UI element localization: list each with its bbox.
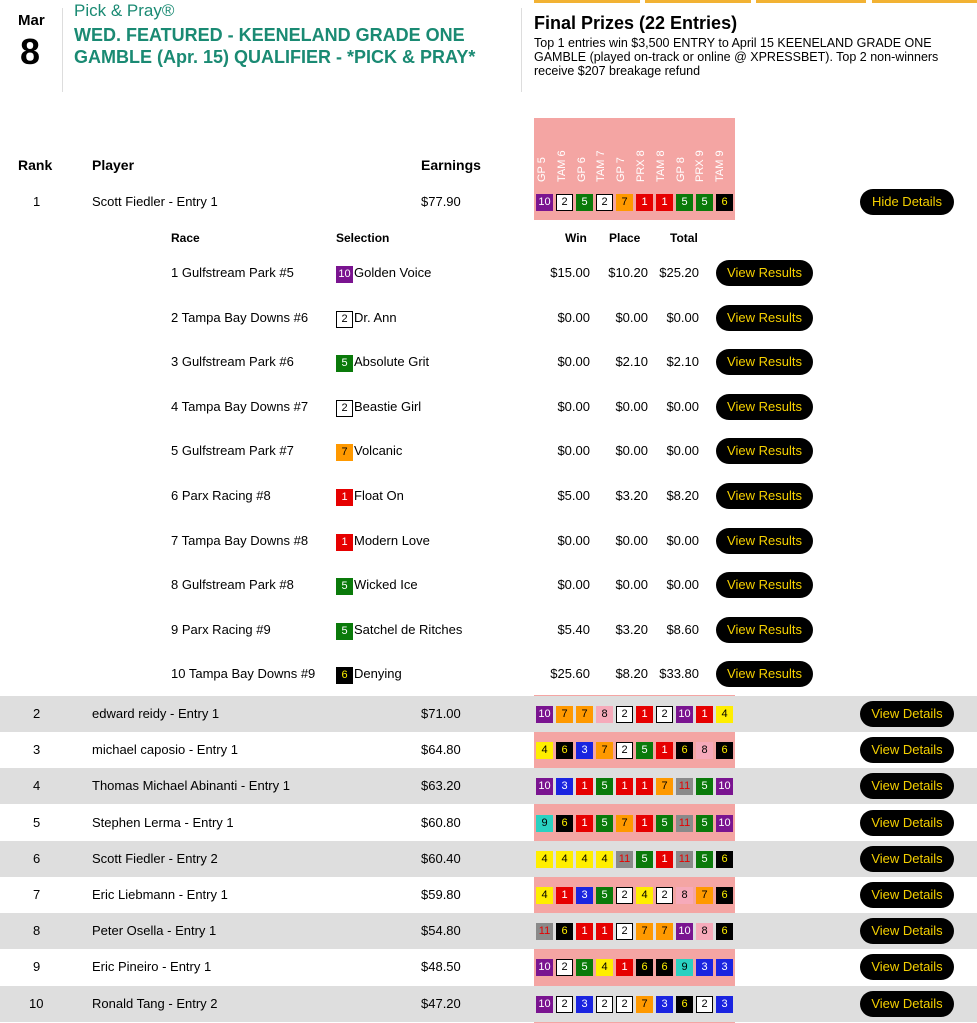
pick-chip: 2 bbox=[616, 996, 633, 1013]
pick-chip: 10 bbox=[536, 959, 553, 976]
pick-chip: 10 bbox=[716, 778, 733, 795]
detail-row bbox=[0, 429, 977, 474]
earnings-cell: $63.20 bbox=[421, 778, 461, 794]
pick-chip: 6 bbox=[556, 815, 573, 832]
race-label: PRX 8 bbox=[635, 150, 647, 182]
detail-race: 3 Gulfstream Park #6 bbox=[171, 354, 294, 370]
rank-cell: 6 bbox=[33, 850, 41, 866]
col-player: Player bbox=[92, 157, 135, 173]
detail-place: $0.00 bbox=[615, 443, 648, 459]
table-row bbox=[0, 913, 977, 949]
earnings-cell: $48.50 bbox=[421, 959, 461, 975]
pick-chip: 11 bbox=[676, 778, 693, 795]
pick-chip: 2 bbox=[596, 194, 613, 211]
detail-horse: Satchel de Ritches bbox=[354, 621, 463, 637]
detail-race: 4 Tampa Bay Downs #7 bbox=[171, 398, 309, 414]
pick-chip: 9 bbox=[536, 815, 553, 832]
detail-win: $15.00 bbox=[550, 265, 590, 280]
pick-chip: 2 bbox=[616, 742, 633, 759]
pick-chip: 1 bbox=[636, 706, 653, 723]
pick-chip: 10 bbox=[536, 996, 553, 1013]
detail-place: $10.20 bbox=[608, 265, 648, 280]
detail-horse: Modern Love bbox=[354, 532, 430, 548]
pick-chip: 5 bbox=[656, 815, 673, 832]
table-row bbox=[0, 732, 977, 768]
selection-chip: 1 bbox=[336, 534, 353, 551]
pick-chip: 6 bbox=[556, 742, 573, 759]
rank-cell: 4 bbox=[33, 778, 41, 794]
col-rank: Rank bbox=[18, 157, 53, 173]
pick-chip: 11 bbox=[536, 923, 553, 940]
pick-chip: 8 bbox=[596, 706, 613, 723]
detail-win: $5.00 bbox=[557, 488, 590, 503]
detail-place: $0.00 bbox=[615, 309, 648, 325]
table-row bbox=[0, 184, 977, 220]
selection-chip: 7 bbox=[336, 444, 353, 461]
prizes-text: Top 1 entries win $3,500 ENTRY to April 15 KEENELAND GRADE ONE GAMBLE (played on-track or online @ XPRESSBET). Top 2 non-winners receive $207 breakage refund bbox=[534, 36, 939, 78]
pick-chip: 7 bbox=[556, 706, 573, 723]
detail-total: $8.20 bbox=[666, 488, 699, 503]
pick-chip: 1 bbox=[616, 778, 633, 795]
pick-chip: 10 bbox=[536, 194, 553, 211]
pick-chip: 6 bbox=[716, 887, 733, 904]
pick-chip: 5 bbox=[576, 194, 593, 211]
detail-horse: Beastie Girl bbox=[354, 398, 422, 414]
picks-chips bbox=[536, 851, 733, 868]
view-details-button[interactable]: View Details bbox=[860, 846, 954, 872]
rank-cell: 9 bbox=[33, 959, 41, 975]
picks-chips bbox=[536, 742, 733, 759]
pick-chip: 3 bbox=[696, 959, 713, 976]
view-details-button[interactable]: View Details bbox=[860, 954, 954, 980]
detail-row bbox=[0, 340, 977, 385]
pick-chip: 2 bbox=[616, 923, 633, 940]
detail-race: 6 Parx Racing #8 bbox=[171, 488, 271, 503]
pick-chip: 10 bbox=[676, 706, 693, 723]
detail-place: $3.20 bbox=[615, 488, 648, 503]
detail-row bbox=[0, 652, 977, 697]
picks-chips bbox=[536, 778, 733, 795]
detail-row bbox=[0, 385, 977, 430]
race-label: GP 7 bbox=[615, 157, 628, 182]
pick-chip: 1 bbox=[576, 815, 593, 832]
detail-total: $0.00 bbox=[666, 532, 699, 548]
detail-win: $25.60 bbox=[550, 666, 590, 682]
header-divider-2 bbox=[521, 8, 522, 92]
detail-place: $0.00 bbox=[615, 398, 648, 414]
detail-place: $0.00 bbox=[615, 532, 648, 548]
race-label: TAM 6 bbox=[555, 150, 568, 182]
selection-chip: 1 bbox=[336, 489, 353, 506]
pick-chip: 11 bbox=[616, 851, 633, 868]
view-results-button[interactable]: View Results bbox=[716, 483, 813, 509]
pick-chip: 2 bbox=[556, 996, 573, 1013]
race-label: TAM 8 bbox=[654, 150, 667, 182]
detail-row bbox=[0, 296, 977, 341]
picks-chips bbox=[536, 194, 733, 211]
pick-chip: 5 bbox=[696, 194, 713, 211]
view-results-button[interactable]: View Results bbox=[716, 572, 813, 598]
pick-chip: 5 bbox=[596, 887, 613, 904]
detail-row bbox=[0, 474, 977, 519]
pick-chip: 3 bbox=[576, 742, 593, 759]
detail-place: $3.20 bbox=[615, 621, 648, 637]
rank-cell: 3 bbox=[33, 742, 41, 758]
pick-chip: 6 bbox=[716, 194, 733, 211]
earnings-cell: $64.80 bbox=[421, 742, 461, 758]
pick-chip: 1 bbox=[656, 851, 673, 868]
picks-chips bbox=[536, 815, 733, 832]
pick-chip: 6 bbox=[716, 742, 733, 759]
pick-chip: 8 bbox=[696, 742, 713, 759]
selection-chip: 5 bbox=[336, 578, 353, 595]
earnings-cell: $60.40 bbox=[421, 850, 461, 866]
tab-strip-2[interactable] bbox=[645, 0, 751, 3]
detail-place: $2.10 bbox=[615, 354, 648, 370]
player-cell[interactable]: Eric Pineiro - Entry 1 bbox=[92, 959, 212, 975]
pick-chip: 1 bbox=[636, 194, 653, 211]
pick-chip: 6 bbox=[716, 923, 733, 940]
player-cell[interactable]: Scott Fiedler - Entry 1 bbox=[92, 194, 218, 209]
pick-chip: 7 bbox=[636, 923, 653, 940]
race-label: TAM 9 bbox=[714, 150, 727, 182]
player-cell[interactable]: michael caposio - Entry 1 bbox=[92, 742, 238, 758]
earnings-cell: $47.20 bbox=[421, 995, 461, 1011]
detail-race: 7 Tampa Bay Downs #8 bbox=[171, 532, 309, 548]
detail-col-place: Place bbox=[609, 231, 641, 245]
pick-chip: 6 bbox=[676, 742, 693, 759]
detail-row bbox=[0, 608, 977, 653]
col-earnings: Earnings bbox=[421, 157, 481, 173]
pick-chip: 10 bbox=[716, 815, 733, 832]
earnings-cell: $71.00 bbox=[421, 706, 461, 721]
detail-col-win: Win bbox=[565, 231, 587, 245]
view-results-button[interactable]: View Results bbox=[716, 617, 813, 643]
player-cell[interactable]: Scott Fiedler - Entry 2 bbox=[92, 850, 218, 866]
pick-chip: 3 bbox=[576, 887, 593, 904]
selection-chip: 2 bbox=[336, 400, 353, 417]
date-day: 8 bbox=[20, 31, 41, 72]
detail-row bbox=[0, 519, 977, 564]
pick-chip: 1 bbox=[556, 887, 573, 904]
detail-place: $8.20 bbox=[615, 666, 648, 682]
detail-win: $0.00 bbox=[557, 398, 590, 414]
tab-strip-4[interactable] bbox=[872, 0, 977, 3]
pick-chip: 6 bbox=[716, 851, 733, 868]
picks-chips bbox=[536, 959, 733, 976]
detail-win: $0.00 bbox=[557, 354, 590, 370]
pick-chip: 7 bbox=[656, 923, 673, 940]
pick-chip: 4 bbox=[536, 887, 553, 904]
pick-chip: 8 bbox=[696, 923, 713, 940]
earnings-cell: $59.80 bbox=[421, 887, 461, 902]
table-row bbox=[0, 768, 977, 804]
view-details-button[interactable]: View Details bbox=[860, 701, 954, 727]
pick-chip: 7 bbox=[576, 706, 593, 723]
detail-total: $0.00 bbox=[666, 398, 699, 414]
view-results-button[interactable]: View Results bbox=[716, 661, 813, 687]
pick-chip: 1 bbox=[576, 778, 593, 795]
detail-total: $33.80 bbox=[659, 666, 699, 682]
pick-chip: 7 bbox=[696, 887, 713, 904]
tab-strip-1[interactable] bbox=[534, 0, 640, 3]
pick-chip: 6 bbox=[656, 959, 673, 976]
rank-cell: 1 bbox=[33, 194, 41, 209]
detail-horse: Golden Voice bbox=[354, 265, 432, 280]
detail-total: $0.00 bbox=[666, 577, 699, 593]
pick-chip: 5 bbox=[636, 742, 653, 759]
pick-chip: 10 bbox=[676, 923, 693, 940]
pick-chip: 1 bbox=[636, 815, 653, 832]
detail-horse: Dr. Ann bbox=[354, 309, 397, 325]
view-results-button[interactable]: View Results bbox=[716, 305, 813, 331]
pick-chip: 10 bbox=[536, 778, 553, 795]
pick-chip: 1 bbox=[656, 742, 673, 759]
pick-chip: 5 bbox=[696, 851, 713, 868]
race-label: GP 5 bbox=[536, 157, 548, 182]
pick-chip: 4 bbox=[596, 851, 613, 868]
table-row bbox=[0, 986, 977, 1022]
player-cell[interactable]: Thomas Michael Abinanti - Entry 1 bbox=[92, 778, 290, 794]
pick-chip: 3 bbox=[556, 778, 573, 795]
rank-cell: 2 bbox=[33, 706, 41, 721]
pick-chip: 2 bbox=[596, 996, 613, 1013]
pick-chip: 1 bbox=[696, 706, 713, 723]
detail-total: $0.00 bbox=[666, 443, 699, 459]
view-results-button[interactable]: View Results bbox=[716, 394, 813, 420]
detail-race: 8 Gulfstream Park #8 bbox=[171, 577, 294, 593]
race-label: GP 8 bbox=[674, 157, 687, 182]
contest-subtitle: Pick & Pray® bbox=[74, 1, 175, 20]
detail-win: $5.40 bbox=[557, 621, 590, 637]
view-details-button[interactable]: View Details bbox=[860, 918, 954, 944]
pick-chip: 3 bbox=[656, 996, 673, 1013]
picks-chips bbox=[536, 887, 733, 904]
pick-chip: 6 bbox=[636, 959, 653, 976]
pick-chip: 2 bbox=[556, 959, 573, 976]
pick-chip: 3 bbox=[576, 996, 593, 1013]
pick-chip: 3 bbox=[716, 959, 733, 976]
pick-chip: 7 bbox=[656, 778, 673, 795]
detail-race: 2 Tampa Bay Downs #6 bbox=[171, 309, 309, 325]
race-label: PRX 9 bbox=[694, 150, 707, 182]
detail-horse: Float On bbox=[354, 488, 404, 503]
detail-total: $0.00 bbox=[666, 309, 699, 325]
rank-cell: 10 bbox=[29, 995, 44, 1011]
player-cell[interactable]: Peter Osella - Entry 1 bbox=[92, 923, 217, 939]
view-details-button[interactable]: View Details bbox=[860, 737, 954, 763]
detail-win: $0.00 bbox=[557, 443, 590, 459]
date-month: Mar bbox=[18, 12, 45, 29]
pick-chip: 5 bbox=[676, 194, 693, 211]
pick-chip: 4 bbox=[636, 887, 653, 904]
table-row bbox=[0, 696, 977, 732]
player-cell[interactable]: Stephen Lerma - Entry 1 bbox=[92, 814, 234, 830]
pick-chip: 4 bbox=[536, 851, 553, 868]
detail-col-total: Total bbox=[670, 231, 698, 245]
player-cell[interactable]: Ronald Tang - Entry 2 bbox=[92, 995, 218, 1011]
pick-chip: 4 bbox=[536, 742, 553, 759]
pick-chip: 5 bbox=[576, 959, 593, 976]
table-row bbox=[0, 877, 977, 913]
earnings-cell: $60.80 bbox=[421, 814, 461, 830]
header-divider bbox=[62, 8, 63, 92]
detail-place: $0.00 bbox=[615, 577, 648, 593]
pick-chip: 7 bbox=[616, 194, 633, 211]
view-results-button[interactable]: View Results bbox=[716, 349, 813, 375]
pick-chip: 10 bbox=[536, 706, 553, 723]
detail-row bbox=[0, 563, 977, 608]
detail-win: $0.00 bbox=[557, 309, 590, 325]
detail-win: $0.00 bbox=[557, 577, 590, 593]
hide-details-button[interactable]: Hide Details bbox=[860, 189, 954, 215]
pick-chip: 2 bbox=[696, 996, 713, 1013]
view-details-button[interactable]: View Details bbox=[860, 810, 954, 836]
prizes-title: Final Prizes (22 Entries) bbox=[534, 13, 738, 33]
detail-race: 10 Tampa Bay Downs #9 bbox=[171, 666, 316, 682]
pick-chip: 5 bbox=[636, 851, 653, 868]
pick-chip: 3 bbox=[716, 996, 733, 1013]
table-row bbox=[0, 841, 977, 877]
player-cell[interactable]: Eric Liebmann - Entry 1 bbox=[92, 887, 228, 902]
pick-chip: 5 bbox=[696, 778, 713, 795]
detail-race: 9 Parx Racing #9 bbox=[171, 621, 271, 637]
pick-chip: 1 bbox=[656, 194, 673, 211]
pick-chip: 2 bbox=[616, 887, 633, 904]
detail-horse: Wicked Ice bbox=[354, 577, 418, 593]
detail-total: $2.10 bbox=[666, 354, 699, 370]
pick-chip: 5 bbox=[596, 815, 613, 832]
table-row bbox=[0, 949, 977, 985]
selection-chip: 2 bbox=[336, 311, 353, 328]
view-details-button[interactable]: View Details bbox=[860, 773, 954, 799]
detail-col-selection: Selection bbox=[336, 231, 390, 245]
detail-row bbox=[0, 251, 977, 296]
pick-chip: 2 bbox=[656, 706, 673, 723]
player-cell[interactable]: edward reidy - Entry 1 bbox=[92, 706, 220, 721]
pick-chip: 11 bbox=[676, 815, 693, 832]
race-column-headers bbox=[534, 118, 735, 188]
earnings-cell: $54.80 bbox=[421, 923, 461, 939]
pick-chip: 6 bbox=[556, 923, 573, 940]
rank-cell: 5 bbox=[33, 814, 41, 830]
view-details-button[interactable]: View Details bbox=[860, 991, 954, 1017]
view-results-button[interactable]: View Results bbox=[716, 438, 813, 464]
earnings-cell: $77.90 bbox=[421, 194, 461, 209]
pick-chip: 1 bbox=[636, 778, 653, 795]
view-results-button[interactable]: View Results bbox=[716, 260, 813, 286]
pick-chip: 7 bbox=[596, 742, 613, 759]
rank-cell: 7 bbox=[33, 887, 41, 902]
pick-chip: 4 bbox=[716, 706, 733, 723]
pick-chip: 7 bbox=[636, 996, 653, 1013]
detail-horse: Volcanic bbox=[354, 443, 403, 459]
detail-race: 1 Gulfstream Park #5 bbox=[171, 265, 294, 280]
pick-chip: 2 bbox=[616, 706, 633, 723]
detail-total: $8.60 bbox=[666, 621, 699, 637]
pick-chip: 5 bbox=[596, 778, 613, 795]
pick-chip: 9 bbox=[676, 959, 693, 976]
contest-title: WED. FEATURED - KEENELAND GRADE ONE GAMBLE (Apr. 15) QUALIFIER - *PICK & PRAY* bbox=[74, 25, 476, 67]
rank-cell: 8 bbox=[33, 923, 41, 939]
pick-chip: 2 bbox=[656, 887, 673, 904]
detail-race: 5 Gulfstream Park #7 bbox=[171, 443, 294, 459]
detail-horse: Absolute Grit bbox=[354, 354, 430, 370]
detail-horse: Denying bbox=[354, 666, 402, 682]
selection-chip: 5 bbox=[336, 623, 353, 640]
race-label: TAM 7 bbox=[595, 150, 608, 182]
detail-win: $0.00 bbox=[557, 532, 590, 548]
pick-chip: 4 bbox=[576, 851, 593, 868]
pick-chip: 2 bbox=[556, 194, 573, 211]
pick-chip: 6 bbox=[676, 996, 693, 1013]
table-row bbox=[0, 805, 977, 841]
pick-chip: 1 bbox=[576, 923, 593, 940]
pick-chip: 7 bbox=[616, 815, 633, 832]
detail-col-race: Race bbox=[171, 231, 200, 245]
pick-chip: 11 bbox=[676, 851, 693, 868]
pick-chip: 8 bbox=[676, 887, 693, 904]
picks-chips bbox=[536, 923, 733, 940]
pick-chip: 4 bbox=[596, 959, 613, 976]
pick-chip: 4 bbox=[556, 851, 573, 868]
picks-chips bbox=[536, 706, 733, 723]
pick-chip: 1 bbox=[596, 923, 613, 940]
picks-chips bbox=[536, 996, 733, 1013]
selection-chip: 6 bbox=[336, 667, 353, 684]
view-details-button[interactable]: View Details bbox=[860, 882, 954, 908]
pick-chip: 5 bbox=[696, 815, 713, 832]
selection-chip: 10 bbox=[336, 266, 353, 283]
pick-chip: 1 bbox=[616, 959, 633, 976]
view-results-button[interactable]: View Results bbox=[716, 528, 813, 554]
tab-strip-3[interactable] bbox=[756, 0, 866, 3]
detail-total: $25.20 bbox=[659, 265, 699, 280]
selection-chip: 5 bbox=[336, 355, 353, 372]
race-label: GP 6 bbox=[575, 157, 588, 182]
